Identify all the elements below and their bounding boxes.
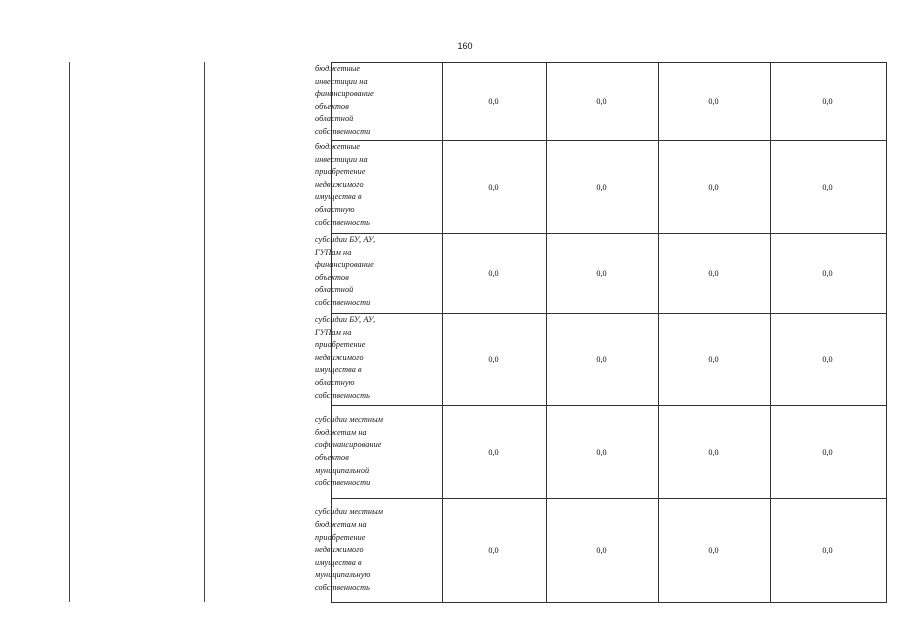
value-text: 0,0 — [708, 182, 719, 192]
value-cell — [659, 141, 771, 234]
value-text: 0,0 — [822, 182, 833, 192]
value-text: 0,0 — [596, 447, 607, 457]
value-cell — [771, 314, 887, 406]
value-cell — [659, 63, 771, 141]
value-text: 0,0 — [488, 269, 499, 278]
row-label — [315, 406, 443, 499]
row-label-text: субсидии БУ, АУ, ГУПам на финансирование объектов областной собственности — [315, 235, 376, 307]
value-cell — [659, 499, 771, 603]
table-row — [332, 314, 887, 406]
value-cell — [659, 314, 771, 406]
value-text: 0,0 — [596, 97, 607, 106]
value-cell — [443, 141, 547, 234]
value-cell — [443, 406, 547, 499]
middle-column-border — [204, 62, 205, 602]
table-row — [332, 63, 887, 141]
row-label-text: бюджетные инвестиции на финансирование объектов областной собственности — [315, 64, 374, 136]
table-row — [332, 406, 887, 499]
value-cell — [547, 406, 659, 499]
value-cell — [443, 314, 547, 406]
value-cell — [547, 63, 659, 141]
row-label — [315, 141, 443, 234]
value-cell — [771, 234, 887, 314]
value-text: 0,0 — [708, 97, 719, 106]
row-label-text: субсидии местным бюджетам на приобретение недвижимого имущества в муниципальную собственность — [315, 507, 384, 592]
value-text: 0,0 — [822, 269, 833, 278]
row-label-text: субсидии местным бюджетам на софинансирование объектов муниципальной собственности — [315, 415, 384, 488]
value-cell — [443, 63, 547, 141]
budget-table — [315, 62, 887, 603]
value-text: 0,0 — [488, 355, 499, 364]
value-cell — [659, 234, 771, 314]
value-text: 0,0 — [488, 182, 499, 192]
value-cell — [443, 234, 547, 314]
value-text: 0,0 — [822, 97, 833, 106]
value-cell — [659, 406, 771, 499]
value-cell — [547, 234, 659, 314]
table-row — [332, 234, 887, 314]
row-label — [315, 314, 443, 406]
value-text: 0,0 — [708, 269, 719, 278]
value-cell — [547, 499, 659, 603]
value-cell — [771, 63, 887, 141]
value-cell — [771, 141, 887, 234]
value-text: 0,0 — [596, 182, 607, 192]
value-cell — [771, 499, 887, 603]
value-cell — [443, 499, 547, 603]
page-number: 160 — [457, 41, 473, 51]
value-text: 0,0 — [596, 269, 607, 278]
value-text: 0,0 — [488, 447, 499, 457]
left-column-border — [69, 62, 70, 602]
value-text: 0,0 — [708, 447, 719, 457]
value-text: 0,0 — [822, 355, 833, 364]
value-cell — [771, 406, 887, 499]
row-label — [315, 234, 443, 314]
value-text: 0,0 — [488, 97, 499, 106]
value-text: 0,0 — [708, 546, 719, 555]
value-text: 0,0 — [488, 546, 499, 555]
row-label-text: субсидии БУ, АУ, ГУПам на приобретение недвижимого имущества в областную собственность — [315, 315, 376, 400]
table-row — [332, 141, 887, 234]
row-label — [315, 63, 443, 141]
value-cell — [547, 314, 659, 406]
value-text: 0,0 — [596, 355, 607, 364]
value-text: 0,0 — [822, 447, 833, 457]
row-label-text: бюджетные инвестиции на приобретение недвижимого имущества в областную собственность — [315, 142, 370, 227]
table-row — [332, 499, 887, 603]
row-label — [315, 499, 443, 603]
value-text: 0,0 — [822, 546, 833, 555]
value-cell — [547, 141, 659, 234]
value-text: 0,0 — [596, 546, 607, 555]
value-text: 0,0 — [708, 355, 719, 364]
